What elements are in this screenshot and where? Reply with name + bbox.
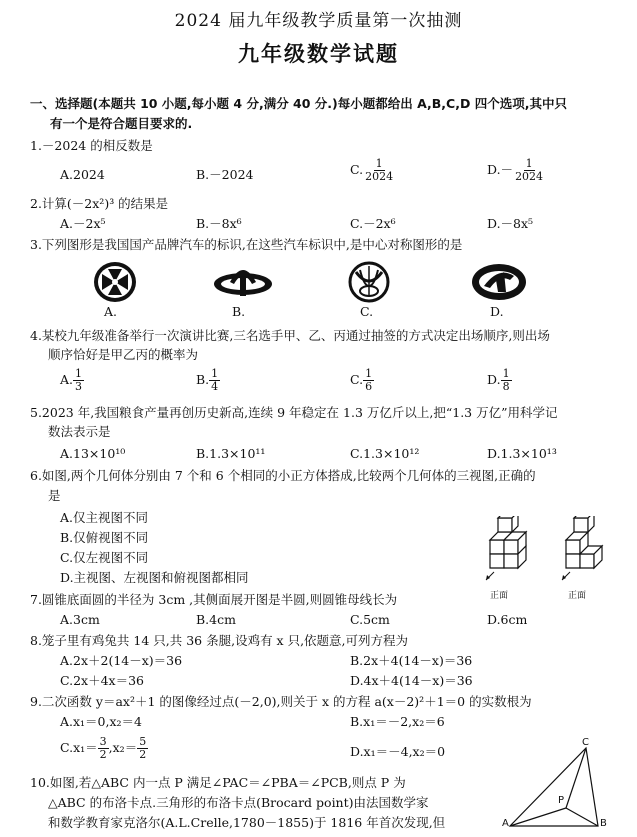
q5-stem: 5.2023 年,我国粮食产量再创历史新高,连续 9 年稳定在 1.3 万亿斤以上,把“1.3 万亿”用科学记 [30,405,558,420]
q2-stem: 2.计算(－2x²)³ 的结果是 [30,196,169,211]
q5-option-c: C.1.3×10¹² [350,446,420,461]
q7-stem: 7.圆锥底面圆的半径为 3cm ,其侧面展开图是半圆,则圆锥母线长为 [30,592,398,607]
q7-option-a: A.3cm [60,612,100,627]
q7-option-c: C.5cm [350,612,390,627]
q4-option-a: A. $\frac{1}{3}$ [60,367,83,393]
q10-line-1: 10.如图,若△ABC 内一点 P 满足∠PAC＝∠PBA＝∠PCB,则点 P 为 [30,775,406,790]
q1-option-d: D.－ $\frac{1}{2024}$ [487,157,544,183]
cube-figure-2 [560,516,614,588]
car-logo-a-icon [92,260,138,304]
q1-option-b: B.－2024 [196,167,254,182]
triangle-label-b: B [600,818,607,829]
q3-option-c: C. [360,304,374,319]
q6-option-c: C.仅左视图不同 [60,550,149,565]
q2-option-d: D.－8x⁵ [487,216,534,231]
q4-stem-cont: 顺序恰好是甲乙丙的概率为 [48,347,199,362]
q8-option-c: C.2x＋4x＝36 [60,673,145,688]
q5-option-a: A.13×10¹⁰ [60,446,126,461]
triangle-label-c: C [582,737,589,748]
q1-stem: 1.－2024 的相反数是 [30,138,153,153]
q6-option-a: A.仅主视图不同 [60,510,149,525]
q4-option-d: D. $\frac{1}{8}$ [487,367,510,393]
cube-figure-1 [480,516,540,588]
q6-stem-cont: 是 [48,488,61,503]
triangle-label-p: P [558,795,565,806]
q8-option-b: B.2x＋4(14－x)＝36 [350,653,473,668]
exam-title: 2024 届九年级教学质量第一次抽测 [174,11,463,31]
car-logo-c-icon [346,260,392,304]
q5-option-d: D.1.3×10¹³ [487,446,557,461]
brocard-triangle-diagram [500,738,612,837]
q7-option-b: B.4cm [196,612,236,627]
q10-line-2: △ABC 的布洛卡点.三角形的布洛卡点(Brocard point)由法国数学家 [48,795,429,810]
car-logo-b-icon [212,262,274,302]
q4-option-b: B. $\frac{1}{4}$ [196,367,219,393]
q3-option-b: B. [232,304,246,319]
q9-option-c: C.x₁＝ $\frac{3}{2}$ ,x₂＝ $\frac{5}{2}$ [60,735,147,761]
q1-option-c: C. $\frac{1}{2024}$ [350,157,394,183]
q9-option-a: A.x₁＝0,x₂＝4 [60,714,143,729]
q7-option-d: D.6cm [487,612,528,627]
q8-option-d: D.4x＋4(14－x)＝36 [350,673,473,688]
q9-option-b: B.x₁＝－2,x₂＝6 [350,714,445,729]
q6-option-d: D.主视图、左视图和俯视图都相同 [60,570,249,585]
car-logo-d-icon [470,262,528,302]
q2-option-a: A.－2x⁵ [60,216,106,231]
q6-option-b: B.仅俯视图不同 [60,530,149,545]
q8-option-a: A.2x＋2(14－x)＝36 [60,653,183,668]
q3-option-a: A. [104,304,118,319]
paper-title: 九年级数学试题 [238,42,399,66]
figure-2-label: 正面 [568,591,587,601]
q10-line-3: 和数学教育家克洛尔(A.L.Crelle,1780－1855)于 1816 年首次发现,但 [48,815,446,830]
q6-stem: 6.如图,两个几何体分别由 7 个和 6 个相同的小正方体搭成,比较两个几何体的三视图,正确的 [30,468,536,483]
figure-1-label: 正面 [490,591,509,601]
q3-option-d: D. [490,304,504,319]
q2-option-c: C.－2x⁶ [350,216,396,231]
q1-option-a: A.2024 [60,167,105,182]
section-heading-cont: 有一个是符合题目要求的. [50,116,193,131]
section-heading: 一、选择题(本题共 10 小题,每小题 4 分,满分 40 分.)每小题都给出 A,B,C,D 四个选项,其中只 [30,96,567,111]
q4-stem: 4.某校九年级准备举行一次演讲比赛,三名选手甲、乙、丙通过抽签的方式决定出场顺序,则出场 [30,328,550,343]
q9-stem: 9.二次函数 y＝ax²＋1 的图像经过点(－2,0),则关于 x 的方程 a(x－2)²＋1＝0 的实数根为 [30,694,532,709]
q2-option-b: B.－8x⁶ [196,216,242,231]
q8-stem: 8.笼子里有鸡兔共 14 只,共 36 条腿,设鸡有 x 只,依题意,可列方程为 [30,633,409,648]
q9-option-d: D.x₁＝－4,x₂＝0 [350,744,446,759]
q3-stem: 3.下列图形是我国国产品牌汽车的标识,在这些汽车标识中,是中心对称图形的是 [30,237,463,252]
q5-stem-cont: 数法表示是 [48,424,111,439]
q4-option-c: C. $\frac{1}{6}$ [350,367,373,393]
q5-option-b: B.1.3×10¹¹ [196,446,266,461]
triangle-label-a: A [502,818,509,829]
